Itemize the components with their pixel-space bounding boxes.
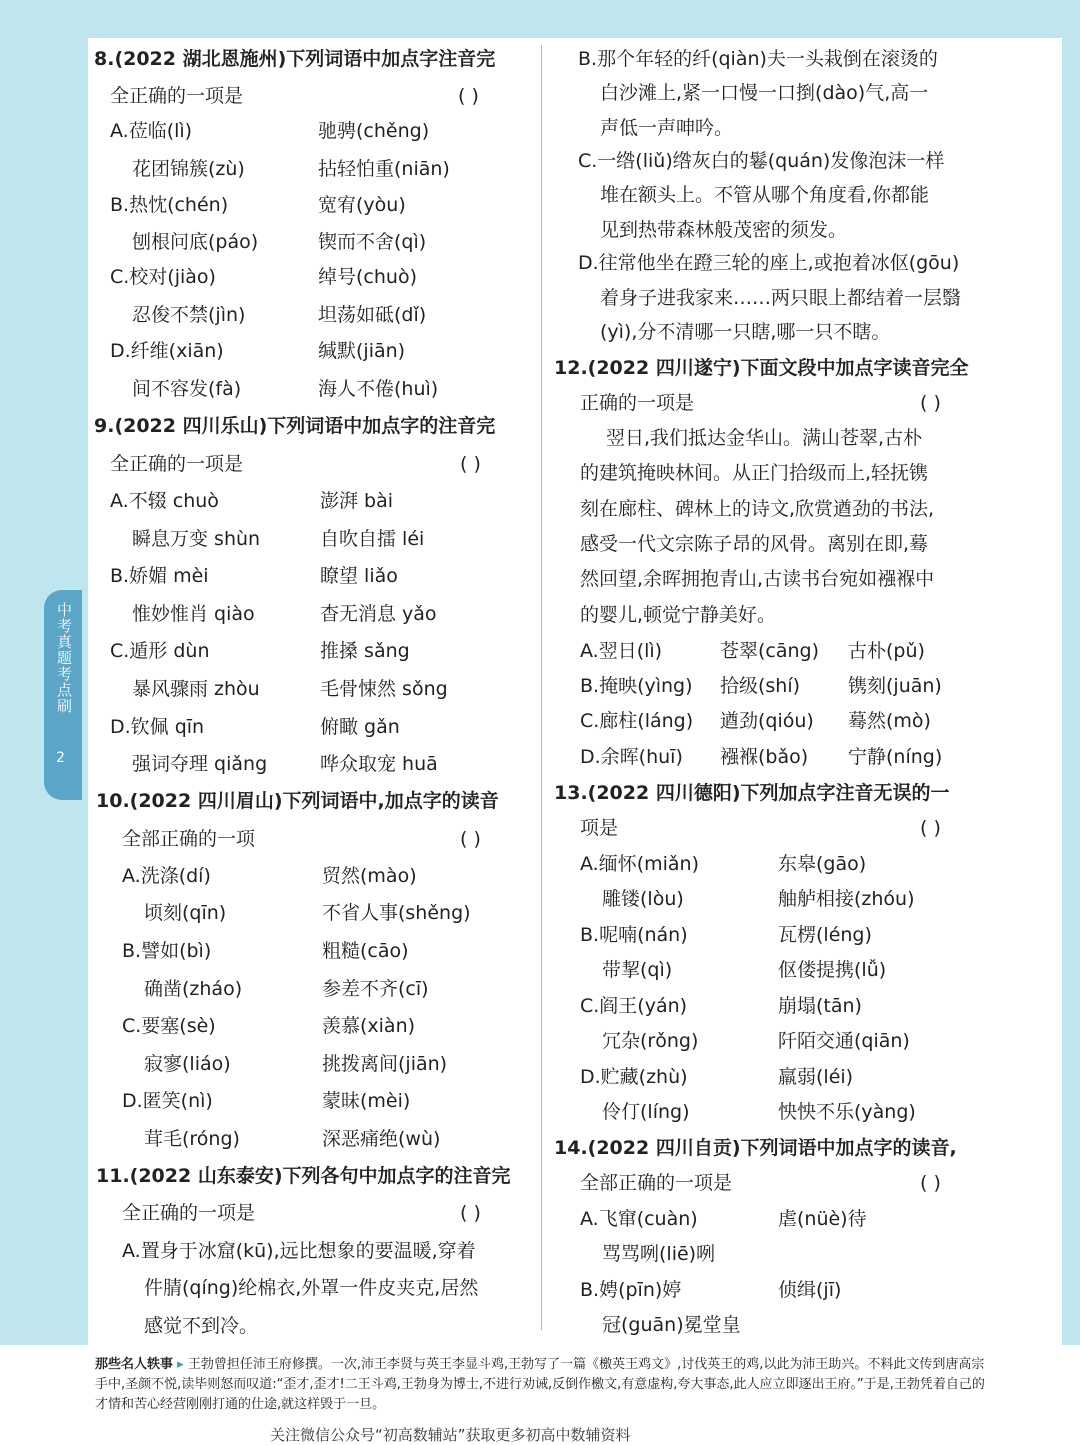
text-line: 寂寥(liáo) xyxy=(144,1053,231,1075)
text-line: 哗众取宠 huā xyxy=(320,753,438,775)
text-line: 骂骂咧(liē)咧 xyxy=(602,1243,716,1265)
text-line: B.娇媚 mèi xyxy=(110,565,209,587)
text-line: 澎湃 bài xyxy=(320,490,394,512)
text-line: A.莅临(lì) xyxy=(110,120,193,142)
text-line: 暴风骤雨 zhòu xyxy=(132,678,260,700)
text-line: A.翌日(lì) xyxy=(580,640,663,662)
text-line: ( ) xyxy=(920,1172,941,1194)
text-line: 翌日,我们抵达金华山。满山苍翠,古朴 xyxy=(606,427,923,449)
question-stem: 13.(2022 四川德阳)下列加点字注音无误的一 xyxy=(554,782,950,804)
text-line: 忍俊不禁(jìn) xyxy=(132,304,246,326)
text-line: 拈轻怕重(niān) xyxy=(318,158,450,180)
side-tab-label: 中考真题考点刷 xyxy=(55,602,73,714)
text-line: 虐(nüè)待 xyxy=(778,1208,867,1230)
text-line: 强词夺理 qiǎng xyxy=(132,753,268,775)
text-line: 粗糙(cāo) xyxy=(322,940,409,962)
text-line: 宁静(níng) xyxy=(848,746,943,768)
text-line: 顷刻(qīn) xyxy=(144,902,227,924)
text-line: 绰号(chuò) xyxy=(318,266,417,288)
text-line: 感觉不到冷。 xyxy=(144,1315,259,1337)
text-line: 锲而不舍(qì) xyxy=(318,231,427,253)
anecdote-text: 王勃曾担任沛王府修撰。一次,沛王李贤与英王李显斗鸡,王勃写了一篇《檄英王鸡文》,讨伐英王的鸡,以此为沛王助兴。不料此文传到唐高宗手中,圣颜不悦,读毕则怒而叹道:“歪才,歪才!二王斗鸡,王勃身为博士,不进行劝诫,反倒作檄文,有意虚构,夸大事态,此人应立即逐出王府。”于是,王勃凭着自己的才情和苦心经营刚刚打通的仕途,就这样毁于一旦。 xyxy=(95,1357,985,1412)
text-line: 全正确的一项是 xyxy=(122,1202,256,1224)
text-line: 着身子进我家来……两只眼上都结着一层翳 xyxy=(600,287,962,309)
text-line: D.往常他坐在蹬三轮的座上,或抱着冰伛(gōu) xyxy=(578,252,960,274)
text-line: 全正确的一项是 xyxy=(110,85,244,107)
text-line: 正确的一项是 xyxy=(580,392,695,414)
text-line: B.呢喃(nán) xyxy=(580,924,688,946)
question-stem: 11.(2022 山东泰安)下列各句中加点字的注音完 xyxy=(96,1165,511,1187)
text-line: B.娉(pīn)婷 xyxy=(580,1279,682,1301)
text-line: 贸然(mào) xyxy=(322,865,417,887)
text-line: 伶仃(líng) xyxy=(602,1101,690,1123)
text-line: 不省人事(shěng) xyxy=(322,902,471,924)
page-right-band xyxy=(1062,0,1080,1345)
text-line: 古朴(pǔ) xyxy=(848,640,925,662)
text-line: 冗杂(rǒng) xyxy=(602,1030,699,1052)
text-line: 崩塌(tān) xyxy=(778,995,862,1017)
text-line: 刨根问底(páo) xyxy=(132,231,259,253)
text-line: 雕镂(lòu) xyxy=(602,888,684,910)
text-line: C.阎王(yán) xyxy=(580,995,688,1017)
question-stem: 14.(2022 四川自贡)下列词语中加点字的读音, xyxy=(554,1137,957,1159)
text-line: 羸弱(léi) xyxy=(778,1066,854,1088)
text-line: 全正确的一项是 xyxy=(110,453,244,475)
text-line: B.热忱(chén) xyxy=(110,194,229,216)
text-line: A.置身于冰窟(kū),远比想象的要温暖,穿着 xyxy=(122,1240,476,1262)
anecdote-arrow-icon: ▸ xyxy=(173,1357,188,1372)
text-line: D.贮藏(zhù) xyxy=(580,1066,688,1088)
text-line: ( ) xyxy=(460,828,481,850)
text-line: 深恶痛绝(wù) xyxy=(322,1128,441,1150)
text-line: ( ) xyxy=(460,1202,481,1224)
text-line: 宽宥(yòu) xyxy=(318,194,406,216)
page-number: 2 xyxy=(56,750,65,766)
text-line: D.余晖(huī) xyxy=(580,746,683,768)
text-line: 项是 xyxy=(580,817,619,839)
text-line: C.校对(jiào) xyxy=(110,266,216,288)
text-line: ( ) xyxy=(460,453,481,475)
text-line: C.廊柱(láng) xyxy=(580,710,694,732)
text-line: 白沙滩上,紧一口慢一口捯(dào)气,高一 xyxy=(600,82,929,104)
question-stem: 9.(2022 四川乐山)下列词语中加点字的注音完 xyxy=(94,415,496,437)
text-line: ( ) xyxy=(458,85,479,107)
text-line: 杳无消息 yǎo xyxy=(320,603,437,625)
text-line: C.遁形 dùn xyxy=(110,640,210,662)
text-line: 然回望,余晖拥抱青山,古读书台宛如襁褓中 xyxy=(580,568,935,590)
text-line: C.要塞(sè) xyxy=(122,1015,216,1037)
right-column xyxy=(554,0,998,1340)
text-line: 参差不齐(cī) xyxy=(322,978,429,1000)
text-line: 推搡 sǎng xyxy=(320,640,410,662)
text-line: 拾级(shí) xyxy=(720,675,801,697)
text-line: 伛偻提携(lǚ) xyxy=(778,959,887,981)
text-line: 全部正确的一项是 xyxy=(580,1172,733,1194)
text-line: 遒劲(qióu) xyxy=(720,710,814,732)
text-line: (yì),分不清哪一只瞎,哪一只不瞎。 xyxy=(600,321,891,343)
text-line: 感受一代文宗陈子昂的风骨。离别在即,蓦 xyxy=(580,533,929,555)
text-line: 俯瞰 gǎn xyxy=(320,716,400,738)
text-line: 东皋(gāo) xyxy=(778,853,867,875)
text-line: 阡陌交通(qiān) xyxy=(778,1030,910,1052)
text-line: 间不容发(fà) xyxy=(132,378,242,400)
text-line: 缄默(jiān) xyxy=(318,340,406,362)
question-stem: 10.(2022 四川眉山)下列词语中,加点字的读音 xyxy=(96,790,499,812)
text-line: D.纤维(xiān) xyxy=(110,340,224,362)
text-line: 件腈(qíng)纶棉衣,外罩一件皮夹克,居然 xyxy=(144,1277,479,1299)
text-line: ( ) xyxy=(920,392,941,414)
text-line: 全部正确的一项 xyxy=(122,828,256,850)
side-tab xyxy=(44,590,82,800)
text-line: 蒙昧(mèi) xyxy=(322,1090,411,1112)
text-line: B.那个年轻的纤(qiàn)夫一头栽倒在滚烫的 xyxy=(578,48,938,70)
text-line: 挑拨离间(jiān) xyxy=(322,1053,448,1075)
text-line: A.缅怀(miǎn) xyxy=(580,853,700,875)
text-line: 镌刻(juān) xyxy=(848,675,942,697)
text-line: 惟妙惟肖 qiào xyxy=(132,603,255,625)
text-line: 冠(guān)冕堂皇 xyxy=(602,1314,741,1336)
bottom-note: 关注微信公众号“初高数辅站”获取更多初高中数辅资料 xyxy=(270,1426,631,1444)
text-line: 瞭望 liǎo xyxy=(320,565,398,587)
anecdote-footer xyxy=(95,1355,985,1415)
text-line: 襁褓(bǎo) xyxy=(720,746,809,768)
text-line: A.不辍 chuò xyxy=(110,490,219,512)
column-divider xyxy=(541,45,542,1330)
question-stem: 8.(2022 湖北恩施州)下列词语中加点字注音完 xyxy=(94,48,496,70)
text-line: 确凿(zháo) xyxy=(144,978,243,1000)
text-line: D.匿笑(nì) xyxy=(122,1090,213,1112)
text-line: 羡慕(xiàn) xyxy=(322,1015,416,1037)
text-line: 蓦然(mò) xyxy=(848,710,931,732)
text-line: 自吹自擂 léi xyxy=(320,528,425,550)
text-line: 的婴儿,顿觉宁静美好。 xyxy=(580,604,777,626)
text-line: 见到热带森林般茂密的须发。 xyxy=(600,219,848,241)
text-line: 花团锦簇(zù) xyxy=(132,158,245,180)
question-stem: 12.(2022 四川遂宁)下面文段中加点字读音完全 xyxy=(554,357,969,379)
text-line: ( ) xyxy=(920,817,941,839)
text-line: 毛骨悚然 sǒng xyxy=(320,678,448,700)
text-line: 刻在廊柱、碑林上的诗文,欣赏遒劲的书法, xyxy=(580,498,935,520)
text-line: 坦荡如砥(dǐ) xyxy=(318,304,427,326)
text-line: D.钦佩 qīn xyxy=(110,716,205,738)
text-line: 苍翠(cāng) xyxy=(720,640,820,662)
text-line: 带挈(qì) xyxy=(602,959,673,981)
left-column xyxy=(86,0,536,1340)
text-line: 驰骋(chěng) xyxy=(318,120,430,142)
text-line: B.掩映(yìng) xyxy=(580,675,693,697)
text-line: 堆在额头上。不管从哪个角度看,你都能 xyxy=(600,184,930,206)
text-line: 的建筑掩映林间。从正门拾级而上,轻抚镌 xyxy=(580,462,929,484)
text-line: 怏怏不乐(yàng) xyxy=(778,1101,916,1123)
text-line: 茸毛(róng) xyxy=(144,1128,240,1150)
text-line: A.飞窜(cuàn) xyxy=(580,1208,698,1230)
text-line: 舳舻相接(zhóu) xyxy=(778,888,915,910)
text-line: B.譬如(bì) xyxy=(122,940,212,962)
text-line: C.一绺(liǔ)绺灰白的鬈(quán)发像泡沫一样 xyxy=(578,150,945,172)
text-line: 声低一声呻吟。 xyxy=(600,117,734,139)
text-line: A.洗涤(dí) xyxy=(122,865,211,887)
text-line: 瓦楞(léng) xyxy=(778,924,872,946)
text-line: 海人不倦(huì) xyxy=(318,378,439,400)
text-line: 侦缉(jī) xyxy=(778,1279,842,1301)
anecdote-heading: 那些名人轶事 xyxy=(95,1357,174,1372)
text-line: 瞬息万变 shùn xyxy=(132,528,261,550)
